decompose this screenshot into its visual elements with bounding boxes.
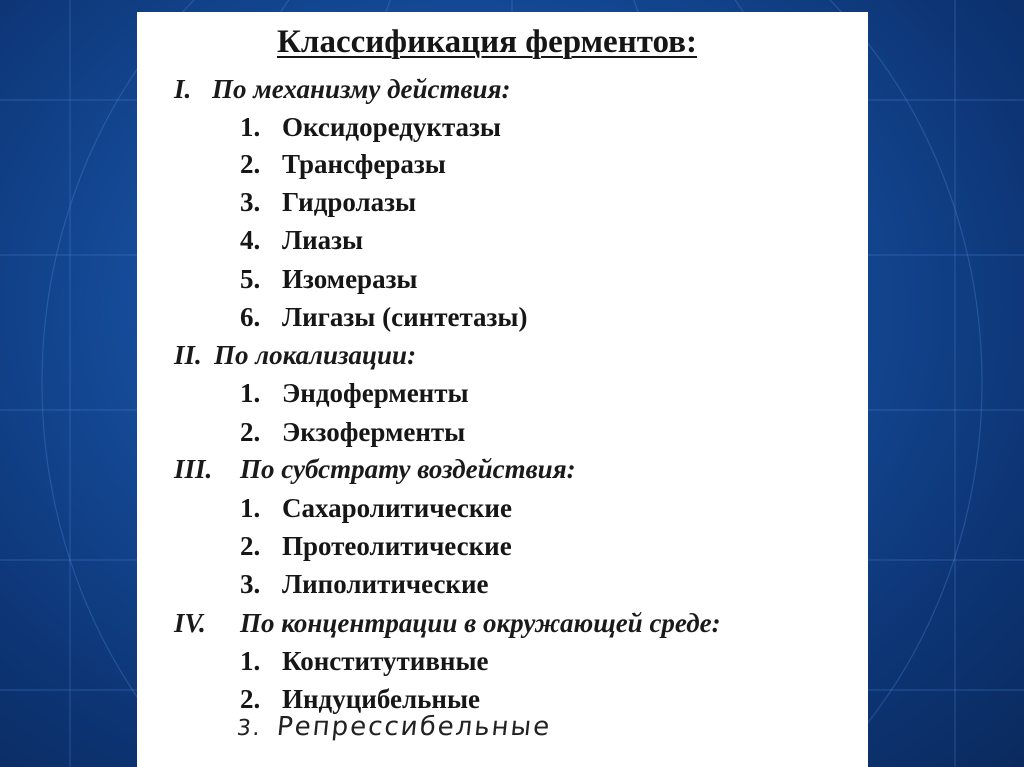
list-item <box>240 417 465 448</box>
section-numeral: II. <box>174 340 202 370</box>
item-label: Изомеразы <box>282 264 418 294</box>
section-heading-text: По локализации: <box>214 340 417 370</box>
list-item <box>240 684 480 715</box>
item-index: 2. <box>240 684 261 714</box>
slide-card <box>137 12 868 767</box>
list-item <box>240 112 501 143</box>
item-label: Лиазы <box>282 225 364 255</box>
item-label: Экзоферменты <box>282 417 466 447</box>
page-title: Классификация ферментов: <box>277 24 697 60</box>
item-label: Гидролазы <box>282 187 417 217</box>
handwritten-index: 3. <box>235 716 264 741</box>
item-index: 1. <box>240 112 261 142</box>
item-label: Эндоферменты <box>282 378 469 408</box>
section-numeral: I. <box>174 74 192 104</box>
list-item <box>240 302 527 333</box>
item-index: 1. <box>240 378 261 408</box>
section-heading-3 <box>174 454 576 485</box>
item-label: Конститутивные <box>282 646 489 676</box>
item-index: 2. <box>240 417 261 447</box>
section-heading-text: По субстрату воздействия: <box>240 454 576 484</box>
list-item <box>240 531 512 562</box>
item-index: 5. <box>240 264 261 294</box>
list-item <box>240 646 489 677</box>
section-numeral: IV. <box>174 608 206 638</box>
item-label: Оксидоредуктазы <box>282 112 501 142</box>
section-heading-text: По концентрации в окружающей среде: <box>240 608 721 638</box>
item-index: 2. <box>240 531 261 561</box>
handwritten-label: Репрессибельные <box>275 712 553 742</box>
item-index: 3. <box>240 187 261 217</box>
list-item <box>240 264 418 295</box>
section-heading-text: По механизму действия: <box>212 74 511 104</box>
item-index: 3. <box>240 569 261 599</box>
list-item <box>240 493 512 524</box>
section-heading-2 <box>174 340 416 371</box>
item-index: 1. <box>240 646 261 676</box>
list-item <box>240 569 489 600</box>
item-label: Протеолитические <box>282 531 512 561</box>
item-label: Липолитические <box>282 569 489 599</box>
item-label: Трансферазы <box>282 149 446 179</box>
item-label: Лигазы (синтетазы) <box>282 302 528 332</box>
item-index: 4. <box>240 225 261 255</box>
item-label: Сахаролитические <box>282 493 512 523</box>
item-label: Индуцибельные <box>282 684 481 714</box>
item-index: 2. <box>240 149 261 179</box>
item-index: 6. <box>240 302 261 332</box>
list-item <box>240 225 363 256</box>
section-numeral: III. <box>174 454 213 484</box>
list-item <box>240 187 416 218</box>
handwritten-note <box>235 712 552 742</box>
section-heading-1 <box>174 74 510 105</box>
section-heading-4 <box>174 608 721 639</box>
list-item <box>240 149 446 180</box>
list-item <box>240 378 469 409</box>
item-index: 1. <box>240 493 261 523</box>
